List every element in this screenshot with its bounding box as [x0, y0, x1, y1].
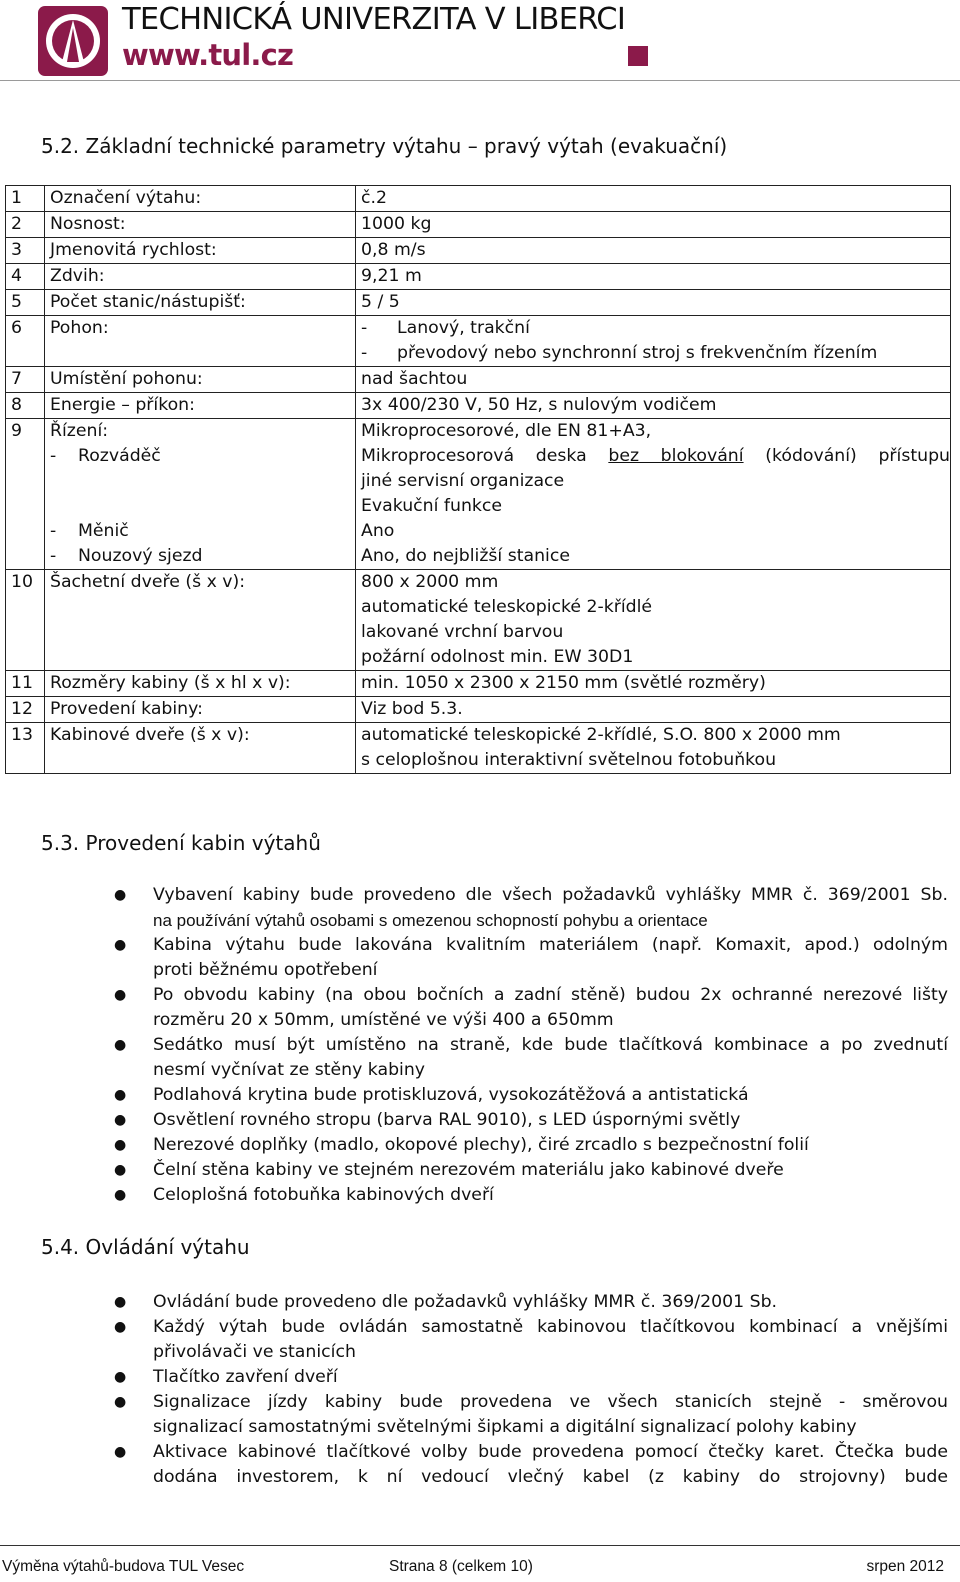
value-line: automatické teleskopické 2-křídlé	[361, 597, 653, 617]
university-url[interactable]: www.tul.cz	[122, 38, 294, 72]
item-line: nesmí vyčnívat ze stěny kabiny	[153, 1060, 426, 1080]
row-value	[356, 419, 951, 570]
row-number: 6	[6, 316, 45, 367]
sublabel-text: Měnič	[78, 521, 129, 541]
row-number: 2	[6, 212, 45, 238]
table-row	[6, 697, 951, 723]
bullet-icon: ●	[114, 1087, 127, 1103]
row-value: Viz bod 5.3.	[356, 697, 951, 723]
row-number: 8	[6, 393, 45, 419]
table-row	[6, 367, 951, 393]
row-number: 11	[6, 671, 45, 697]
item-line: Vybavení kabiny bude provedeno dle všech požadavků vyhlášky MMR č. 369/2001 Sb.	[153, 885, 948, 905]
list-item	[0, 1390, 960, 1440]
item-line: Čelní stěna kabiny ve stejném nerezovém materiálu jako kabinové dveře	[153, 1160, 784, 1180]
row-label: Energie – příkon:	[45, 393, 356, 419]
row-number: 12	[6, 697, 45, 723]
bullet-icon: ●	[114, 1162, 127, 1178]
item-line: Sedátko musí být umístěno na straně, kde bude tlačítková kombinace a po zvednutí	[153, 1035, 948, 1055]
value-text: převodový nebo synchronní stroj s frekvenčním řízením	[397, 343, 878, 363]
row-label: Počet stanic/nástupišť:	[45, 290, 356, 316]
dash-marker: -	[50, 521, 57, 541]
spacer	[50, 469, 355, 494]
row-number: 13	[6, 723, 45, 774]
row-label: Označení výtahu:	[45, 186, 356, 212]
bullet-icon: ●	[114, 1187, 127, 1203]
row-number: 9	[6, 419, 45, 570]
item-line: přivolávači ve stanicích	[153, 1342, 356, 1362]
item-line: Signalizace jízdy kabiny bude provedena ve všech stanicích stejně - směrovou	[153, 1392, 948, 1412]
bullet-icon: ●	[114, 1394, 127, 1410]
value-line: jiné servisní organizace	[361, 471, 565, 491]
dash-marker: -	[50, 446, 57, 466]
bullet-icon: ●	[114, 1319, 127, 1335]
row-value: 9,21 m	[356, 264, 951, 290]
footer-date: srpen 2012	[866, 1558, 944, 1575]
dash-marker: -	[361, 343, 368, 363]
row-number: 5	[6, 290, 45, 316]
table-row	[6, 570, 951, 671]
value-line: 800 x 2000 mm	[361, 572, 499, 592]
sublabel-line	[50, 544, 355, 569]
tul-logo-icon	[38, 6, 108, 76]
item-line: Aktivace kabinové tlačítkové volby bude provedena pomocí čtečky karet. Čtečka bude	[153, 1442, 948, 1462]
value-line: automatické teleskopické 2-křídlé, S.O. 800 x 2000 mm	[361, 725, 841, 745]
value-line	[361, 316, 950, 341]
table-row	[6, 186, 951, 212]
row-label: Provedení kabiny:	[45, 697, 356, 723]
value-line	[361, 444, 950, 469]
item-line: Celoplošná fotobuňka kabinových dveří	[153, 1185, 494, 1205]
value-text: Lanový, trakční	[397, 318, 530, 338]
row-value: 5 / 5	[356, 290, 951, 316]
item-line: dodána investorem, k ní vedoucí vlečný kabel (z kabiny do strojovny) bude	[153, 1467, 948, 1487]
row-label: Pohon:	[45, 316, 356, 367]
value-line	[361, 341, 950, 366]
section-heading-5-3: 5.3. Provedení kabin výtahů	[41, 831, 321, 855]
row-number: 4	[6, 264, 45, 290]
dash-marker: -	[50, 546, 57, 566]
value-line: Ano	[361, 521, 395, 541]
item-line: Každý výtah bude ovládán samostatně kabinovou tlačítkovou kombinací a vnějšími	[153, 1317, 948, 1337]
row-number: 7	[6, 367, 45, 393]
bullet-icon: ●	[114, 987, 127, 1003]
table-row	[6, 264, 951, 290]
table-row	[6, 419, 951, 570]
value-line: s celoplošnou interaktivní světelnou fotobuňkou	[361, 750, 777, 770]
list-item	[0, 1183, 960, 1208]
table-row	[6, 316, 951, 367]
row-number: 10	[6, 570, 45, 671]
row-value: č.2	[356, 186, 951, 212]
row-value: 3x 400/230 V, 50 Hz, s nulovým vodičem	[356, 393, 951, 419]
list-item	[0, 1108, 960, 1133]
bullet-icon: ●	[114, 1137, 127, 1153]
sublabel-line	[50, 444, 355, 469]
row-label: Zdvih:	[45, 264, 356, 290]
item-line: Tlačítko zavření dveří	[153, 1367, 338, 1387]
row-label: Šachetní dveře (š x v):	[45, 570, 356, 671]
value-text: Mikroprocesorová deska	[361, 446, 587, 466]
section-heading-5-4: 5.4. Ovládání výtahu	[41, 1235, 250, 1259]
list-item	[0, 1315, 960, 1365]
list-item	[0, 1290, 960, 1315]
item-line: Ovládání bude provedeno dle požadavků vyhlášky MMR č. 369/2001 Sb.	[153, 1292, 778, 1312]
bullet-icon: ●	[114, 937, 127, 953]
item-line: Kabina výtahu bude lakována kvalitním materiálem (např. Komaxit, apod.) odolným	[153, 935, 948, 955]
row-value	[356, 570, 951, 671]
table-row	[6, 671, 951, 697]
list-item	[0, 1083, 960, 1108]
row-value	[356, 316, 951, 367]
footer-document-title: Výměna výtahů-budova TUL Vesec	[2, 1558, 245, 1575]
list-item	[0, 1033, 960, 1083]
table-row	[6, 393, 951, 419]
cabin-requirements-list	[0, 883, 960, 1208]
bullet-icon: ●	[114, 1444, 127, 1460]
row-number: 1	[6, 186, 45, 212]
value-line: požární odolnost min. EW 30D1	[361, 647, 634, 667]
list-item	[0, 1365, 960, 1390]
parameters-table	[5, 185, 951, 774]
section-heading-5-2: 5.2. Základní technické parametry výtahu – pravý výtah (evakuační)	[41, 134, 728, 158]
item-line: signalizací samostatnými světelnými šipkami a digitální signalizací polohy kabiny	[153, 1417, 857, 1437]
header-divider	[0, 80, 960, 81]
row-label: Umístění pohonu:	[45, 367, 356, 393]
list-item	[0, 1158, 960, 1183]
bullet-icon: ●	[114, 887, 127, 903]
row-value	[356, 723, 951, 774]
university-name: TECHNICKÁ UNIVERZITA V LIBERCI	[122, 2, 626, 37]
bullet-icon: ●	[114, 1037, 127, 1053]
bullet-icon: ●	[114, 1369, 127, 1385]
list-item	[0, 983, 960, 1033]
brand-square	[628, 46, 648, 66]
row-value: 0,8 m/s	[356, 238, 951, 264]
underlined-text: bez blokování	[608, 446, 744, 466]
row-label: Rozměry kabiny (š x hl x v):	[45, 671, 356, 697]
bullet-icon: ●	[114, 1294, 127, 1310]
footer-page-number: Strana 8 (celkem 10)	[389, 1558, 533, 1575]
footer-divider	[0, 1545, 960, 1546]
row-label: Jmenovitá rychlost:	[45, 238, 356, 264]
list-item	[0, 883, 960, 933]
row-label: Nosnost:	[45, 212, 356, 238]
item-line: Nerezové doplňky (madlo, okopové plechy), čiré zrcadlo s bezpečnostní folií	[153, 1135, 809, 1155]
row-value: 1000 kg	[356, 212, 951, 238]
list-item	[0, 1440, 960, 1490]
item-line: Osvětlení rovného stropu (barva RAL 9010), s LED úspornými světly	[153, 1110, 741, 1130]
sublabel-text: Rozváděč	[78, 446, 161, 466]
item-line: proti běžnému opotřebení	[153, 960, 378, 980]
sublabel-text: Nouzový sjezd	[78, 546, 203, 566]
value-line: lakované vrchní barvou	[361, 622, 564, 642]
table-row	[6, 238, 951, 264]
value-line: Ano, do nejbližší stanice	[361, 546, 570, 566]
value-line: Evakuční funkce	[361, 496, 503, 516]
row-label: Kabinové dveře (š x v):	[45, 723, 356, 774]
sublabel-line	[50, 519, 355, 544]
value-line: Mikroprocesorové, dle EN 81+A3,	[361, 421, 652, 441]
item-line: Po obvodu kabiny (na obou bočních a zadní stěně) budou 2x ochranné nerezové lišty	[153, 985, 948, 1005]
label-line: Řízení:	[50, 421, 109, 441]
item-line: na používání výtahů osobami s omezenou schopností pohybu a orientace	[153, 911, 708, 930]
spacer	[50, 494, 355, 519]
item-line: rozměru 20 x 50mm, umístěné ve výši 400 a 650mm	[153, 1010, 614, 1030]
row-value: nad šachtou	[356, 367, 951, 393]
control-requirements-list	[0, 1290, 960, 1490]
table-row	[6, 723, 951, 774]
row-number: 3	[6, 238, 45, 264]
list-item	[0, 1133, 960, 1158]
table-row	[6, 212, 951, 238]
table-row	[6, 290, 951, 316]
value-text: (kódování) přístupu	[765, 446, 950, 466]
row-value: min. 1050 x 2300 x 2150 mm (světlé rozměry)	[356, 671, 951, 697]
row-label	[45, 419, 356, 570]
page-footer	[0, 1545, 960, 1582]
dash-marker: -	[361, 318, 368, 338]
item-line: Podlahová krytina bude protiskluzová, vysokozátěžová a antistatická	[153, 1085, 749, 1105]
bullet-icon: ●	[114, 1112, 127, 1128]
list-item	[0, 933, 960, 983]
document-header	[0, 0, 960, 82]
